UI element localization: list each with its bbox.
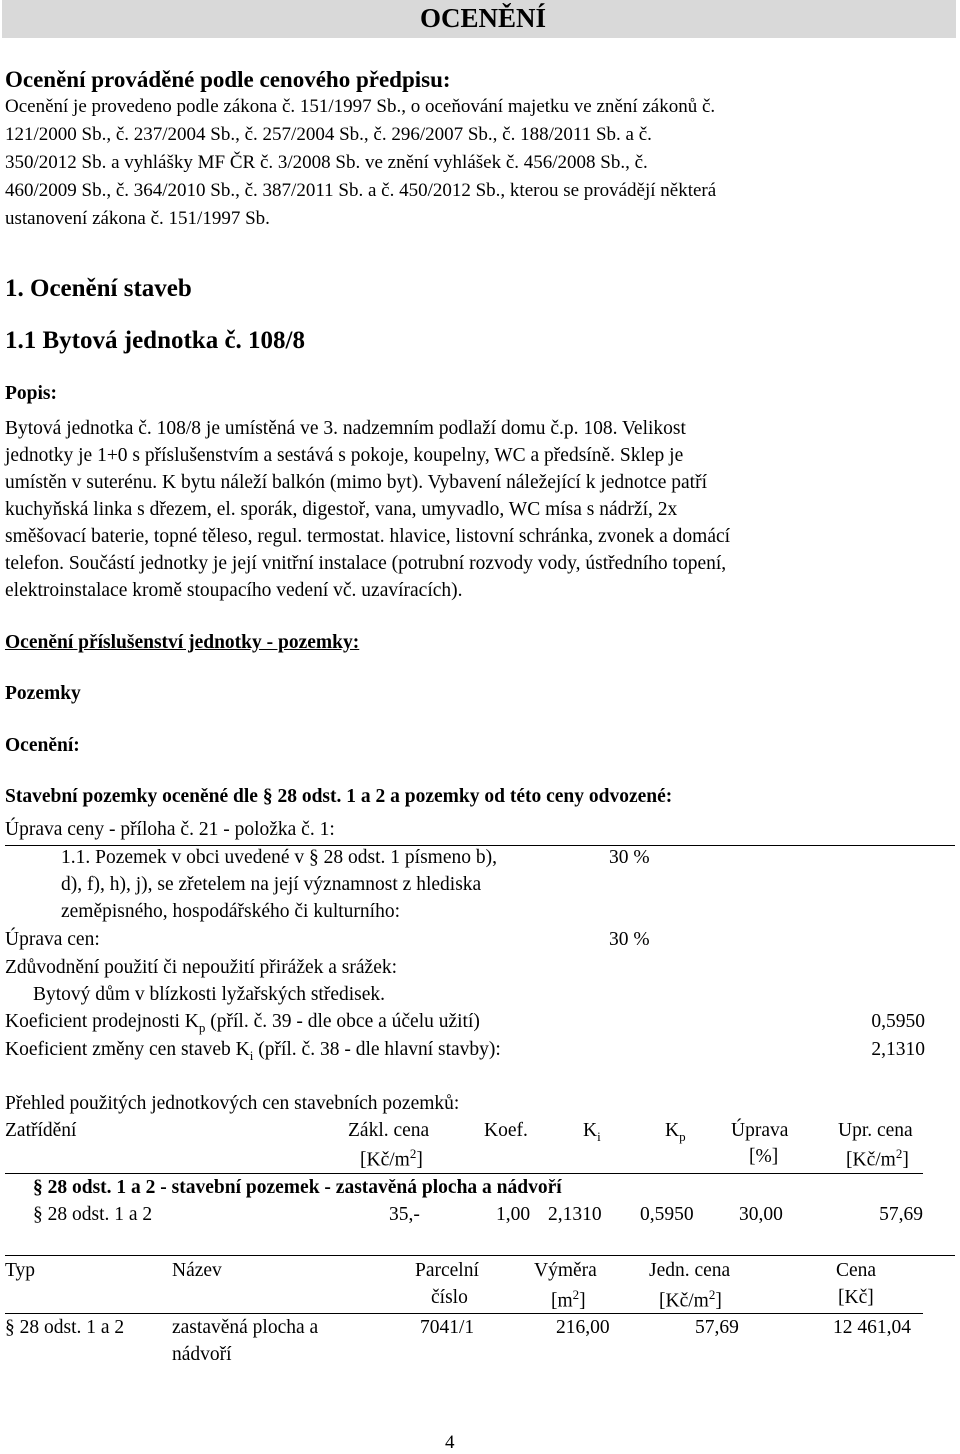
land-heading: Stavební pozemky oceněné dle § 28 odst. 1 a 2 a pozemky od této ceny odvozené: [5,786,673,807]
row-zakl-cena: 35,- [389,1204,420,1225]
unit-prices-group-label: § 28 odst. 1 a 2 - stavební pozemek - zastavěná plocha a nádvoří [33,1177,562,1198]
land-col-jedn-cena-unit: $[Kč/m^2]$ [659,1287,722,1312]
row-kp: 0,5950 [640,1204,694,1225]
land-row-typ: § 28 odst. 1 a 2 [5,1317,125,1338]
ki-value: 2,1310 [871,1039,925,1060]
col-zakl-cena-unit: $[Kč/m^2]$ [360,1146,423,1171]
col-upr-cena-unit: $[Kč/m^2]$ [846,1146,909,1171]
land-col-cena: Cena [836,1260,877,1281]
kp-label: Koeficient prodejnosti $K_p$ (příl. č. 39 - dle obce a účelu užití) [5,1011,480,1035]
kp-value: 0,5950 [871,1011,925,1032]
intro-line-1: Ocenění je provedeno podle zákona č. 151/1997 Sb., o oceňování majetku ve znění zákonů č. [5,96,716,117]
land-col-jedn-cena: Jedn. cena [649,1260,731,1281]
land-col-typ: Typ [5,1260,36,1281]
land-table-top-rule [5,1255,955,1256]
land-table-header-rule [5,1313,923,1314]
item-line-2: d), f), h), j), se zřetelem na její významnost z hlediska [61,874,482,895]
ki-label: Koeficient změny cen staveb $K_i$ (příl. č. 38 - dle hlavní stavby): [5,1039,501,1063]
land-col-parcelni: Parcelní [415,1260,479,1281]
col-zakl-cena: Zákl. cena [348,1120,430,1141]
page-number: 4 [445,1432,455,1453]
item-value: 30 % [609,847,650,868]
col-uprava-unit: [%] [749,1146,779,1167]
land-row-nazev-1: zastavěná plocha a [172,1317,319,1338]
unit-desc-line-2: jednotky je 1+0 s příslušenstvím a sestává s pokoje, koupelny, WC a předsíně. Sklep je [5,445,684,466]
row-zatrideni: § 28 odst. 1 a 2 [33,1204,153,1225]
unit-desc-line-3: umístěn v suterénu. K bytu náleží balkón (mimo byt). Vybavení náležející k jednotce patří [5,472,707,493]
item-line-1: 1.1. Pozemek v obci uvedené v § 28 odst. 1 písmeno b), [61,847,497,868]
unit-heading: 1.1 Bytová jednotka č. 108/8 [5,327,305,354]
intro-line-3: 350/2012 Sb. a vyhlášky MF ČR č. 3/2008 Sb. ve znění vyhlášek č. 456/2008 Sb., č. [5,152,648,173]
land-row-jedn-cena: 57,69 [695,1317,739,1338]
intro-line-5: ustanovení zákona č. 151/1997 Sb. [5,208,270,229]
land-col-cislo: číslo [431,1287,468,1308]
title-bar [2,0,956,38]
intro-heading: Ocenění prováděné podle cenového předpisu: [5,67,451,92]
land-col-vymera: Výměra [534,1260,597,1281]
divider-line [5,845,955,846]
zduvodneni-text: Bytový dům v blízkosti lyžařských středisek. [33,984,386,1005]
unit-desc-line-4: kuchyňská linka s dřezem, el. sporák, digestoř, vana, umyvadlo, WC mísa s nádrží, 2x [5,499,678,520]
col-ki: $K_i$ [583,1120,601,1144]
land-row-vymera: 216,00 [556,1317,610,1338]
col-kp: $K_p$ [665,1120,686,1144]
land-row-parcelni: 7041/1 [420,1317,475,1338]
col-upr-cena: Upr. cena [838,1120,913,1141]
uprava-cen-value: 30 % [609,929,650,950]
row-uprava: 30,00 [739,1204,783,1225]
col-zatrideni: Zatřídění [5,1120,77,1141]
unit-desc-line-5: směšovací baterie, topné těleso, regul. termostat. hlavice, listovní schránka, zvonek a domácí [5,526,731,547]
accessories-heading: Ocenění příslušenství jednotky - pozemky: [5,632,360,653]
col-koef: Koef. [484,1120,528,1141]
zduvodneni-label: Zdůvodnění použití či nepoužití přirážek a srážek: [5,957,398,978]
intro-line-2: 121/2000 Sb., č. 237/2004 Sb., č. 257/2004 Sb., č. 296/2007 Sb., č. 188/2011 Sb. a č. [5,124,652,145]
popis-label: Popis: [5,383,58,404]
pozemky-label: Pozemky [5,683,81,704]
unit-prices-header-rule [5,1173,923,1174]
unit-desc-line-6: telefon. Součástí jednotky je její vnitřní instalace (potrubní rozvody vody, ústředního topení, [5,553,727,574]
oceneni-label: Ocenění: [5,735,80,756]
unit-prices-heading: Přehled použitých jednotkových cen stavebních pozemků: [5,1093,460,1114]
unit-desc-line-7: elektroinstalace kromě stoupacího vedení vč. uzavíracích). [5,580,463,601]
row-koef: 1,00 [496,1204,531,1225]
page-title: OCENĚNÍ [419,3,546,33]
intro-line-4: 460/2009 Sb., č. 364/2010 Sb., č. 387/2011 Sb. a č. 450/2012 Sb., kterou se provádějí některá [5,180,717,201]
unit-desc-line-1: Bytová jednotka č. 108/8 je umístěná ve 3. nadzemním podlaží domu č.p. 108. Velikost [5,418,686,439]
row-ki: 2,1310 [548,1204,602,1225]
item-line-3: zeměpisného, hospodářského či kulturního: [61,901,401,922]
row-upr-cena: 57,69 [879,1204,923,1225]
col-uprava: Úprava [731,1120,789,1141]
land-col-vymera-unit: $[m^2]$ [551,1287,586,1312]
land-col-cena-unit: [Kč] [838,1287,874,1308]
land-row-nazev-2: nádvoří [172,1344,232,1365]
uprava-ceny-label: Úprava ceny - příloha č. 21 - položka č. 1: [5,819,335,840]
land-row-cena: 12 461,04 [833,1317,911,1338]
land-col-nazev: Název [172,1260,222,1281]
uprava-cen-label: Úprava cen: [5,929,100,950]
section-1-heading: 1. Ocenění staveb [5,275,192,302]
